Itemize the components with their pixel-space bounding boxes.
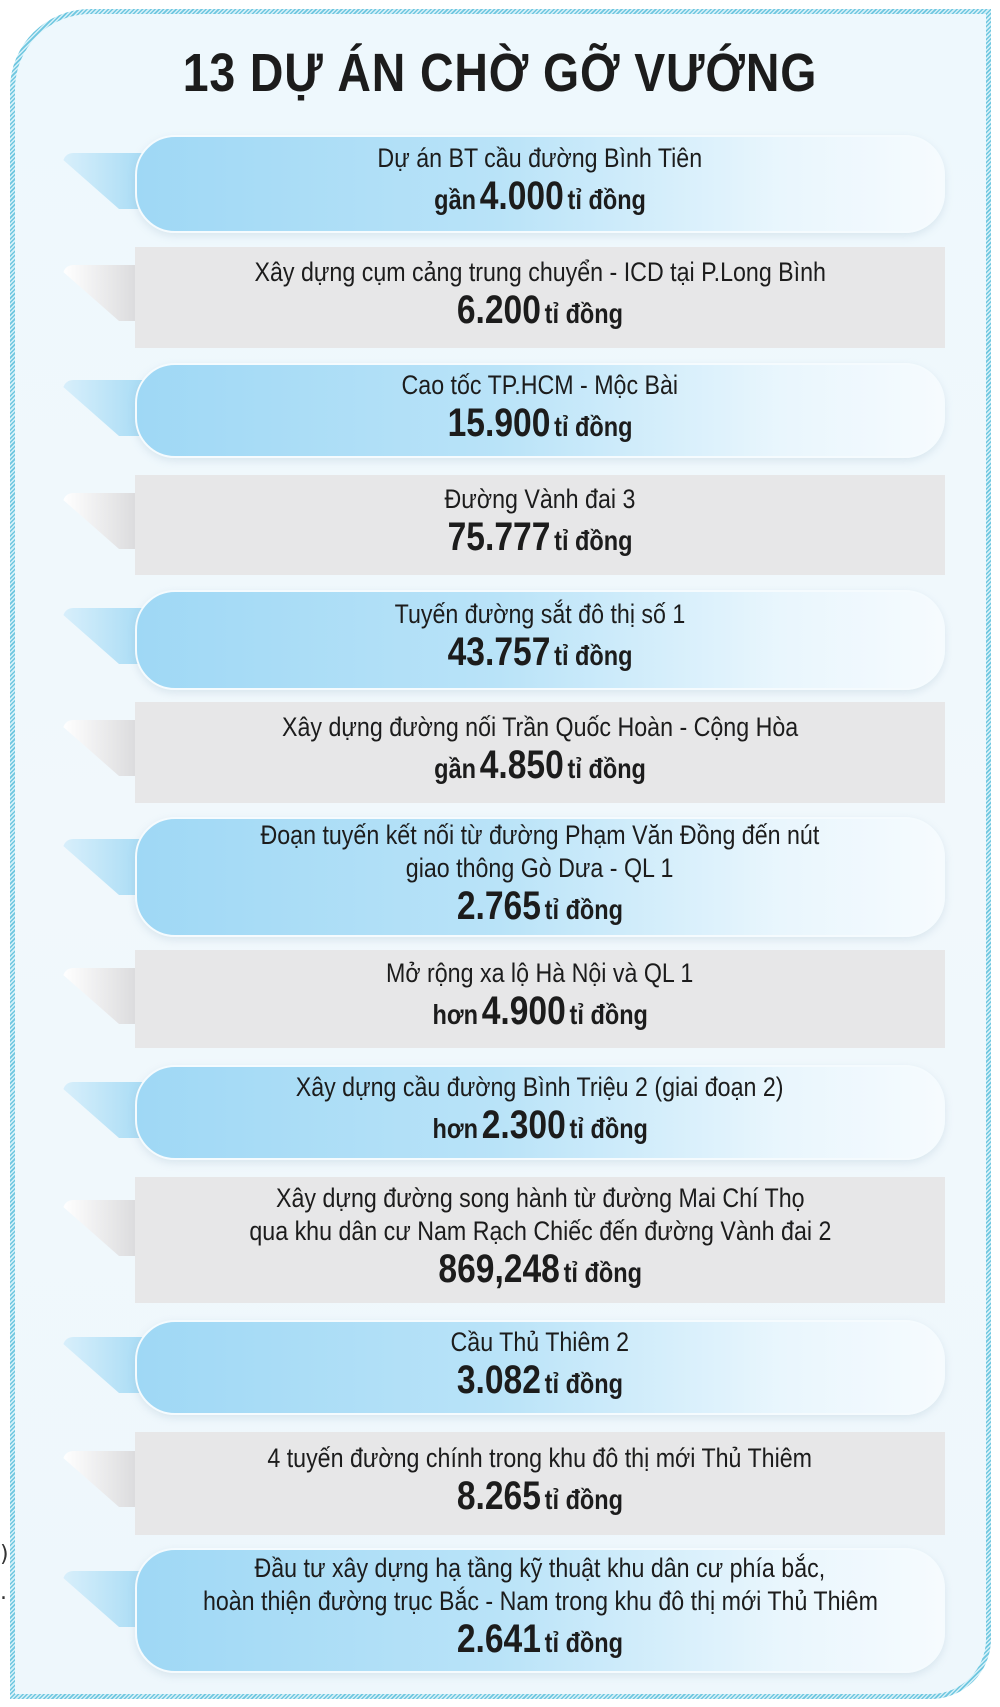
project-amount	[457, 1475, 623, 1526]
amount-qualifier: hơn	[432, 1112, 478, 1144]
ribbon-tab-icon	[63, 839, 143, 895]
amount-unit: tỉ đồng	[567, 752, 646, 784]
ribbon-tab-icon	[63, 493, 143, 549]
project-name: Đoạn tuyến kết nối từ đường Phạm Văn Đồng đến nút	[260, 819, 820, 850]
amount-unit: tỉ đồng	[563, 1256, 642, 1288]
project-name: Cầu Thủ Thiêm 2	[450, 1326, 630, 1357]
ribbon-tab-icon	[63, 1337, 143, 1393]
project-item	[0, 590, 1000, 690]
project-amount	[432, 990, 647, 1041]
project-amount	[457, 885, 623, 936]
project-name: Xây dựng đường song hành từ đường Mai Chí Thọ	[275, 1182, 805, 1213]
amount-unit: tỉ đồng	[544, 1627, 624, 1658]
amount-qualifier: gần	[434, 752, 476, 784]
project-item	[0, 1320, 1000, 1415]
project-item	[0, 817, 1000, 937]
project-item	[0, 135, 1000, 233]
project-amount	[457, 1359, 623, 1410]
project-card	[135, 1548, 945, 1673]
ribbon-tab-icon	[63, 265, 143, 321]
amount-value: 8.265	[456, 1473, 541, 1518]
project-name: 4 tuyến đường chính trong khu đô thị mới Thủ Thiêm	[267, 1442, 813, 1473]
amount-value: 43.757	[447, 630, 551, 674]
project-amount	[432, 1104, 647, 1155]
amount-value: 869,248	[438, 1246, 560, 1291]
ribbon-tab-icon	[63, 380, 143, 436]
project-name: giao thông Gò Dưa - QL 1	[406, 852, 674, 883]
project-item	[0, 475, 1000, 575]
amount-value: 75.777	[447, 515, 551, 559]
ribbon-tab-icon	[63, 1571, 143, 1627]
amount-unit: tỉ đồng	[544, 893, 624, 925]
page-title: 13 DỰ ÁN CHỜ GỠ VƯỚNG	[182, 43, 818, 103]
project-amount	[434, 175, 646, 226]
project-card	[135, 702, 945, 803]
project-name: qua khu dân cư Nam Rạch Chiếc đến đường Vành đai 2	[248, 1215, 832, 1246]
project-name: Đường Vành đai 3	[444, 484, 636, 514]
project-name: hoàn thiện đường trục Bắc - Nam trong khu đô thị mới Thủ Thiêm	[202, 1586, 878, 1616]
project-card	[135, 817, 945, 937]
project-card	[135, 1177, 945, 1303]
project-amount	[438, 1248, 642, 1299]
amount-value: 4.900	[481, 989, 566, 1033]
stray-mark: .	[0, 1580, 7, 1605]
project-amount	[448, 516, 633, 567]
amount-unit: tỉ đồng	[544, 1367, 624, 1399]
ribbon-tab-icon	[63, 1200, 143, 1256]
amount-qualifier: hơn	[432, 999, 478, 1030]
amount-value: 2.641	[456, 1617, 541, 1661]
project-item	[0, 1065, 1000, 1160]
project-name: Cao tốc TP.HCM - Mộc Bài	[401, 369, 679, 400]
ribbon-tab-icon	[63, 1451, 143, 1507]
amount-unit: tỉ đồng	[567, 184, 646, 215]
project-item	[0, 1548, 1000, 1673]
ribbon-tab-icon	[63, 1082, 143, 1138]
amount-value: 2.300	[481, 1102, 566, 1147]
project-item	[0, 950, 1000, 1048]
project-card	[135, 1432, 945, 1535]
project-item	[0, 702, 1000, 803]
ribbon-tab-icon	[63, 608, 143, 664]
project-card	[135, 363, 945, 458]
project-name: Đầu tư xây dựng hạ tầng kỹ thuật khu dân cư phía bắc,	[254, 1553, 826, 1583]
project-card	[135, 475, 945, 575]
project-amount	[457, 289, 623, 340]
ribbon-tab-icon	[63, 720, 143, 776]
project-amount	[434, 744, 646, 795]
project-item	[0, 247, 1000, 348]
amount-unit: tỉ đồng	[554, 640, 633, 671]
project-card	[135, 1320, 945, 1415]
amount-value: 2.765	[456, 883, 541, 928]
project-name: Dự án BT cầu đường Bình Tiên	[377, 143, 703, 173]
amount-unit: tỉ đồng	[569, 1112, 648, 1144]
project-name: Xây dựng cụm cảng trung chuyển - ICD tại P.Long Bình	[254, 256, 826, 287]
project-item	[0, 1177, 1000, 1303]
project-item	[0, 363, 1000, 458]
project-amount	[448, 631, 633, 682]
amount-unit: tỉ đồng	[554, 525, 633, 556]
amount-unit: tỉ đồng	[544, 297, 624, 329]
project-card	[135, 1065, 945, 1160]
project-name: Xây dựng cầu đường Bình Triệu 2 (giai đoạn 2)	[296, 1071, 784, 1102]
project-name: Xây dựng đường nối Trần Quốc Hoàn - Cộng Hòa	[281, 711, 799, 742]
project-name: Mở rộng xa lộ Hà Nội và QL 1	[386, 958, 694, 988]
stray-mark: )	[0, 1542, 9, 1567]
amount-unit: tỉ đồng	[569, 999, 648, 1030]
amount-value: 3.082	[456, 1357, 541, 1402]
ribbon-tab-icon	[63, 153, 143, 209]
amount-value: 15.900	[447, 400, 551, 445]
project-amount	[448, 402, 633, 453]
amount-unit: tỉ đồng	[544, 1483, 624, 1515]
project-card	[135, 590, 945, 690]
project-card	[135, 247, 945, 348]
amount-value: 4.850	[479, 742, 564, 787]
amount-value: 6.200	[456, 287, 541, 332]
amount-value: 4.000	[479, 174, 564, 218]
amount-unit: tỉ đồng	[554, 410, 633, 442]
project-amount	[457, 1618, 623, 1669]
project-card	[135, 950, 945, 1048]
amount-qualifier: gần	[434, 184, 476, 215]
project-card	[135, 135, 945, 233]
ribbon-tab-icon	[63, 968, 143, 1024]
project-item	[0, 1432, 1000, 1535]
project-name: Tuyến đường sắt đô thị số 1	[394, 599, 686, 629]
